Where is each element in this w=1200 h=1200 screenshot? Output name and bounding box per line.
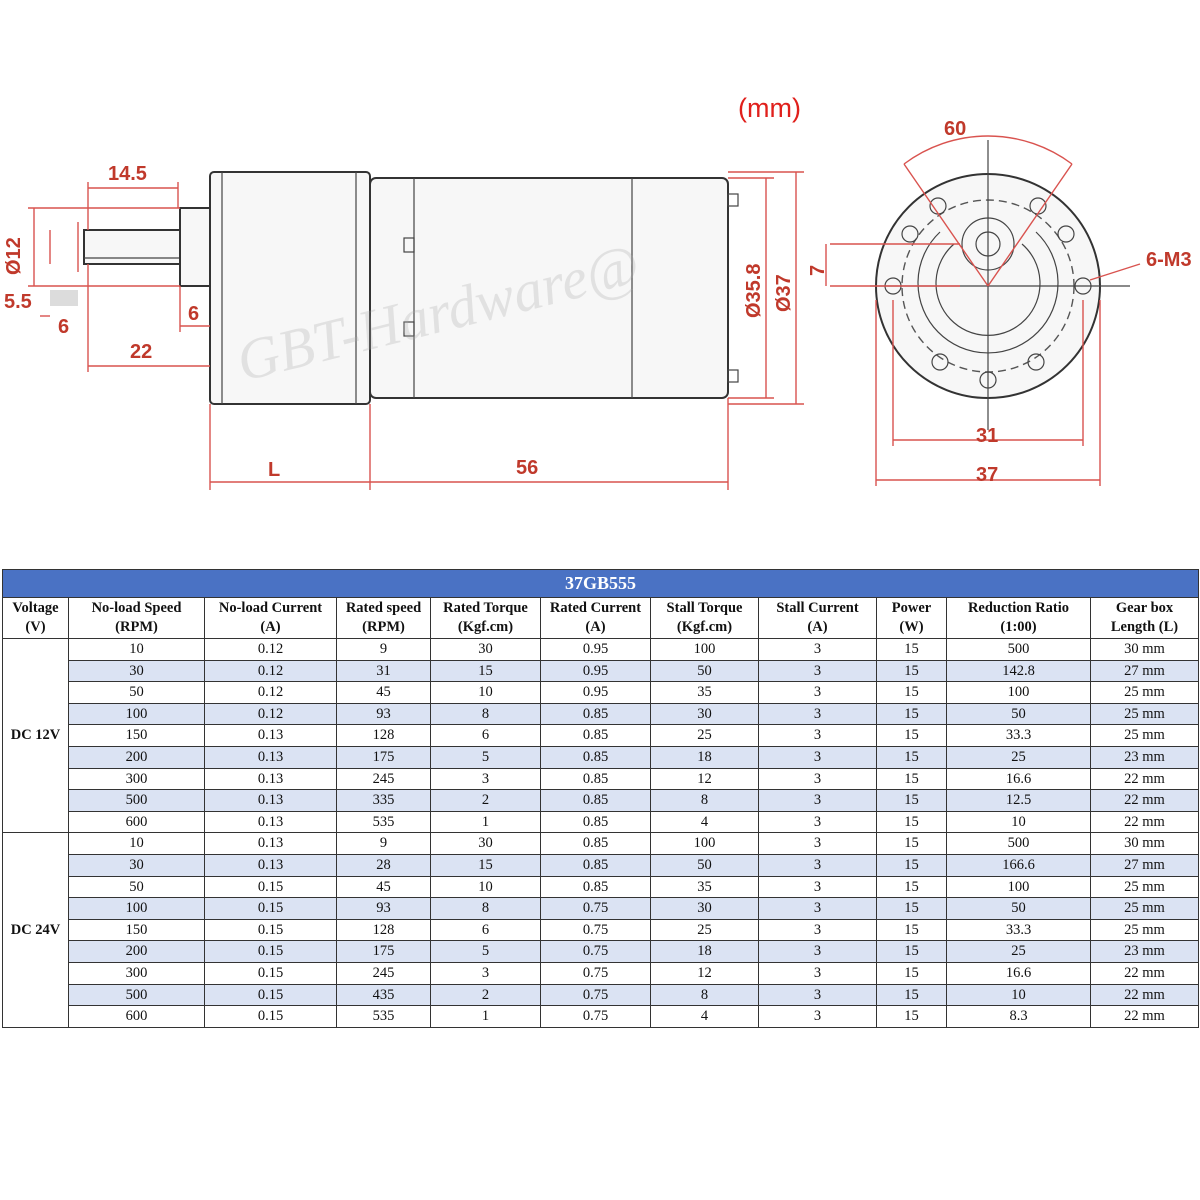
table-row <box>3 898 1199 920</box>
column-header-name: Rated Torque <box>443 600 528 616</box>
table-cell: 15 <box>877 898 947 920</box>
table-cell: 25 mm <box>1091 703 1199 725</box>
table-cell: 3 <box>759 790 877 812</box>
table-cell: 33.3 <box>947 725 1091 747</box>
column-header-unit: (V) <box>25 619 46 635</box>
table-cell: 0.75 <box>541 941 651 963</box>
table-cell: 500 <box>69 790 205 812</box>
table-cell: 0.75 <box>541 984 651 1006</box>
table-cell: 300 <box>69 768 205 790</box>
table-row <box>3 703 1199 725</box>
table-cell: 3 <box>759 854 877 876</box>
column-header-unit: (A) <box>585 619 606 635</box>
table-cell: 23 mm <box>1091 746 1199 768</box>
table-cell: 6 <box>431 919 541 941</box>
table-cell: 3 <box>759 1006 877 1028</box>
table-cell: 150 <box>69 725 205 747</box>
table-cell: 15 <box>431 854 541 876</box>
table-cell: 15 <box>877 962 947 984</box>
column-header-unit: (A) <box>807 619 828 635</box>
table-cell: 18 <box>651 746 759 768</box>
table-row <box>3 660 1199 682</box>
table-cell: 45 <box>337 876 431 898</box>
table-header-row <box>3 598 1199 639</box>
table-title: 37GB555 <box>3 570 1199 598</box>
table-cell: 3 <box>759 919 877 941</box>
column-header-unit: (Kgf.cm) <box>676 619 733 635</box>
table-cell: 3 <box>759 660 877 682</box>
table-cell: 28 <box>337 854 431 876</box>
table-cell: 0.13 <box>205 790 337 812</box>
table-cell: 10 <box>947 984 1091 1006</box>
table-row <box>3 876 1199 898</box>
table-cell: 0.13 <box>205 746 337 768</box>
table-cell: 35 <box>651 682 759 704</box>
table-cell: 25 mm <box>1091 725 1199 747</box>
column-header <box>69 598 205 639</box>
table-cell: 35 <box>651 876 759 898</box>
table-cell: 0.95 <box>541 682 651 704</box>
dim-shaft-length: 14.5 <box>108 163 147 185</box>
table-cell: 15 <box>877 682 947 704</box>
column-header-name: Stall Torque <box>666 600 743 616</box>
table-cell: 245 <box>337 962 431 984</box>
table-cell: 30 <box>651 703 759 725</box>
table-cell: 8 <box>431 898 541 920</box>
table-cell: 0.15 <box>205 1006 337 1028</box>
dim-motor-length: 56 <box>516 457 539 479</box>
table-cell: 128 <box>337 725 431 747</box>
table-cell: 25 mm <box>1091 876 1199 898</box>
table-cell: 4 <box>651 1006 759 1028</box>
table-cell: 0.13 <box>205 768 337 790</box>
table-cell: 22 mm <box>1091 768 1199 790</box>
dim-angle: 60 <box>944 118 967 140</box>
table-cell: 100 <box>69 703 205 725</box>
table-cell: 3 <box>759 703 877 725</box>
column-header-name: Rated speed <box>345 600 422 616</box>
table-cell: 15 <box>877 660 947 682</box>
table-cell: 30 <box>69 660 205 682</box>
table-cell: 0.75 <box>541 919 651 941</box>
column-header <box>947 598 1091 639</box>
table-cell: 22 mm <box>1091 962 1199 984</box>
table-cell: 12 <box>651 768 759 790</box>
table-cell: 3 <box>759 811 877 833</box>
table-cell: 15 <box>877 811 947 833</box>
table-cell: 30 <box>431 833 541 855</box>
table-cell: 22 mm <box>1091 1006 1199 1028</box>
table-row <box>3 962 1199 984</box>
table-cell: 8 <box>431 703 541 725</box>
table-cell: 500 <box>947 833 1091 855</box>
table-row <box>3 919 1199 941</box>
table-cell: 5 <box>431 941 541 963</box>
dim-face-diameter: 37 <box>976 464 999 486</box>
table-cell: 0.15 <box>205 919 337 941</box>
table-cell: 0.75 <box>541 898 651 920</box>
column-header <box>541 598 651 639</box>
table-cell: 3 <box>759 725 877 747</box>
table-cell: 0.95 <box>541 660 651 682</box>
table-cell: 100 <box>69 898 205 920</box>
table-cell: 0.85 <box>541 811 651 833</box>
table-cell: 1 <box>431 1006 541 1028</box>
column-header-unit: (W) <box>899 619 924 635</box>
table-cell: 10 <box>947 811 1091 833</box>
motor-dimension-drawing <box>0 0 1200 540</box>
table-cell: 50 <box>947 898 1091 920</box>
column-header <box>759 598 877 639</box>
table-row <box>3 682 1199 704</box>
table-cell: 2 <box>431 984 541 1006</box>
table-cell: 15 <box>877 1006 947 1028</box>
dim-shaft-d: 6 <box>58 316 70 338</box>
column-header-unit: Length (L) <box>1110 619 1179 635</box>
table-cell: 15 <box>877 941 947 963</box>
dim-collar: 6 <box>188 303 200 325</box>
table-cell: 3 <box>431 768 541 790</box>
table-cell: 5 <box>431 746 541 768</box>
column-header-name: Voltage <box>12 600 59 616</box>
table-cell: 30 mm <box>1091 833 1199 855</box>
table-row <box>3 984 1199 1006</box>
table-cell: 8 <box>651 984 759 1006</box>
column-header-name: Rated Current <box>549 600 642 616</box>
table-cell: 23 mm <box>1091 941 1199 963</box>
table-cell: 0.85 <box>541 833 651 855</box>
table-cell: 15 <box>877 833 947 855</box>
table-cell: 0.13 <box>205 854 337 876</box>
table-row <box>3 746 1199 768</box>
table-cell: 3 <box>759 639 877 661</box>
table-cell: 0.13 <box>205 811 337 833</box>
table-cell: 0.85 <box>541 703 651 725</box>
table-cell: 50 <box>651 660 759 682</box>
table-cell: 100 <box>651 833 759 855</box>
table-cell: 50 <box>947 703 1091 725</box>
table-cell: 6 <box>431 725 541 747</box>
table-cell: 3 <box>759 876 877 898</box>
table-cell: 0.75 <box>541 1006 651 1028</box>
table-cell: 25 <box>947 941 1091 963</box>
table-cell: 93 <box>337 703 431 725</box>
dim-holes: 6-M3 <box>1146 249 1192 271</box>
table-cell: 15 <box>877 703 947 725</box>
watermark: GBT-Hardware@ <box>230 231 646 395</box>
table-cell: 600 <box>69 1006 205 1028</box>
column-header-name: Stall Current <box>776 600 859 616</box>
table-cell: 15 <box>877 746 947 768</box>
table-cell: 100 <box>651 639 759 661</box>
table-cell: 3 <box>759 984 877 1006</box>
table-cell: 15 <box>877 876 947 898</box>
table-cell: 1 <box>431 811 541 833</box>
table-cell: 3 <box>759 941 877 963</box>
table-cell: 33.3 <box>947 919 1091 941</box>
table-cell: 15 <box>877 984 947 1006</box>
table-cell: 435 <box>337 984 431 1006</box>
column-header-unit: (RPM) <box>362 619 405 635</box>
column-header <box>431 598 541 639</box>
table-cell: 335 <box>337 790 431 812</box>
table-cell: 93 <box>337 898 431 920</box>
table-cell: 25 <box>947 746 1091 768</box>
column-header-name: Gear box <box>1115 600 1174 616</box>
table-cell: 0.15 <box>205 984 337 1006</box>
table-cell: 4 <box>651 811 759 833</box>
shaft <box>84 208 210 286</box>
gearbox-body <box>210 172 370 404</box>
table-cell: 0.15 <box>205 876 337 898</box>
table-cell: 15 <box>877 768 947 790</box>
table-cell: 15 <box>877 790 947 812</box>
table-cell: 0.13 <box>205 725 337 747</box>
column-header-name: Reduction Ratio <box>967 600 1070 616</box>
table-cell: 27 mm <box>1091 854 1199 876</box>
table-cell: 3 <box>431 962 541 984</box>
table-cell: 200 <box>69 746 205 768</box>
table-cell: 0.15 <box>205 941 337 963</box>
table-row <box>3 790 1199 812</box>
table-cell: 3 <box>759 833 877 855</box>
table-cell: 535 <box>337 811 431 833</box>
table-cell: 15 <box>877 854 947 876</box>
voltage-cell: DC 12V <box>3 639 69 833</box>
table-cell: 16.6 <box>947 962 1091 984</box>
table-cell: 12 <box>651 962 759 984</box>
table-cell: 16.6 <box>947 768 1091 790</box>
table-cell: 0.85 <box>541 768 651 790</box>
table-cell: 0.15 <box>205 898 337 920</box>
table-cell: 10 <box>431 682 541 704</box>
dim-gearbox-length: L <box>268 459 281 481</box>
table-cell: 0.13 <box>205 833 337 855</box>
column-header-name: No-load Current <box>218 600 323 616</box>
table-cell: 22 mm <box>1091 811 1199 833</box>
column-header-unit: (Kgf.cm) <box>457 619 514 635</box>
dim-motor-diameter: Ø35.8 <box>743 263 765 318</box>
table-cell: 3 <box>759 962 877 984</box>
table-row <box>3 833 1199 855</box>
table-cell: 0.12 <box>205 639 337 661</box>
table-cell: 142.8 <box>947 660 1091 682</box>
table-cell: 22 mm <box>1091 790 1199 812</box>
table-cell: 15 <box>431 660 541 682</box>
table-cell: 8 <box>651 790 759 812</box>
column-header-name: No-load Speed <box>91 600 182 616</box>
dim-body-diameter: Ø37 <box>773 274 795 312</box>
table-cell: 100 <box>947 876 1091 898</box>
table-cell: 15 <box>877 639 947 661</box>
table-cell: 2 <box>431 790 541 812</box>
front-view <box>870 140 1130 430</box>
table-row <box>3 854 1199 876</box>
dim-shaft-diameter: Ø12 <box>3 237 25 275</box>
table-cell: 600 <box>69 811 205 833</box>
voltage-cell: DC 24V <box>3 833 69 1027</box>
table-cell: 0.12 <box>205 682 337 704</box>
table-cell: 45 <box>337 682 431 704</box>
table-cell: 9 <box>337 833 431 855</box>
table-cell: 50 <box>69 682 205 704</box>
flat-marker <box>50 290 78 306</box>
table-cell: 27 mm <box>1091 660 1199 682</box>
column-header <box>877 598 947 639</box>
table-cell: 30 <box>431 639 541 661</box>
table-cell: 0.85 <box>541 854 651 876</box>
table-cell: 3 <box>759 898 877 920</box>
table-cell: 200 <box>69 941 205 963</box>
column-header <box>337 598 431 639</box>
table-cell: 25 mm <box>1091 919 1199 941</box>
column-header-unit: (A) <box>260 619 281 635</box>
table-cell: 10 <box>431 876 541 898</box>
table-cell: 31 <box>337 660 431 682</box>
table-cell: 22 mm <box>1091 984 1199 1006</box>
table-cell: 500 <box>69 984 205 1006</box>
table-cell: 15 <box>877 725 947 747</box>
dim-boss-length: 22 <box>130 341 153 363</box>
table-cell: 175 <box>337 746 431 768</box>
spec-table <box>2 569 1199 1028</box>
table-cell: 25 mm <box>1091 898 1199 920</box>
table-cell: 9 <box>337 639 431 661</box>
table-cell: 30 <box>651 898 759 920</box>
table-row <box>3 768 1199 790</box>
table-cell: 25 mm <box>1091 682 1199 704</box>
table-cell: 500 <box>947 639 1091 661</box>
table-cell: 0.85 <box>541 746 651 768</box>
table-cell: 10 <box>69 639 205 661</box>
table-cell: 30 mm <box>1091 639 1199 661</box>
table-cell: 3 <box>759 682 877 704</box>
table-cell: 0.12 <box>205 703 337 725</box>
table-row <box>3 811 1199 833</box>
table-cell: 15 <box>877 919 947 941</box>
table-cell: 12.5 <box>947 790 1091 812</box>
table-cell: 0.95 <box>541 639 651 661</box>
table-cell: 3 <box>759 768 877 790</box>
table-row <box>3 941 1199 963</box>
table-cell: 166.6 <box>947 854 1091 876</box>
table-row <box>3 639 1199 661</box>
table-cell: 0.85 <box>541 725 651 747</box>
motor-body <box>370 178 728 398</box>
table-cell: 25 <box>651 919 759 941</box>
column-header <box>1091 598 1199 639</box>
column-header <box>205 598 337 639</box>
table-cell: 25 <box>651 725 759 747</box>
table-row <box>3 725 1199 747</box>
table-cell: 0.12 <box>205 660 337 682</box>
table-cell: 100 <box>947 682 1091 704</box>
table-cell: 3 <box>759 746 877 768</box>
table-cell: 0.15 <box>205 962 337 984</box>
table-row <box>3 1006 1199 1028</box>
dim-offset: 7 <box>807 264 829 276</box>
column-header-unit: (1:00) <box>1000 619 1037 635</box>
table-cell: 50 <box>69 876 205 898</box>
table-cell: 0.75 <box>541 962 651 984</box>
dim-hole-circle: 31 <box>976 425 999 447</box>
table-cell: 535 <box>337 1006 431 1028</box>
table-cell: 175 <box>337 941 431 963</box>
table-cell: 50 <box>651 854 759 876</box>
table-cell: 0.85 <box>541 790 651 812</box>
table-cell: 30 <box>69 854 205 876</box>
table-cell: 18 <box>651 941 759 963</box>
table-cell: 245 <box>337 768 431 790</box>
column-header-unit: (RPM) <box>115 619 158 635</box>
column-header <box>3 598 69 639</box>
dim-flat-depth: 5.5 <box>4 291 32 313</box>
column-header <box>651 598 759 639</box>
column-header-name: Power <box>891 600 932 616</box>
table-cell: 300 <box>69 962 205 984</box>
table-cell: 150 <box>69 919 205 941</box>
table-cell: 128 <box>337 919 431 941</box>
unit-label: (mm) <box>738 93 801 123</box>
table-cell: 0.85 <box>541 876 651 898</box>
table-cell: 10 <box>69 833 205 855</box>
table-cell: 8.3 <box>947 1006 1091 1028</box>
